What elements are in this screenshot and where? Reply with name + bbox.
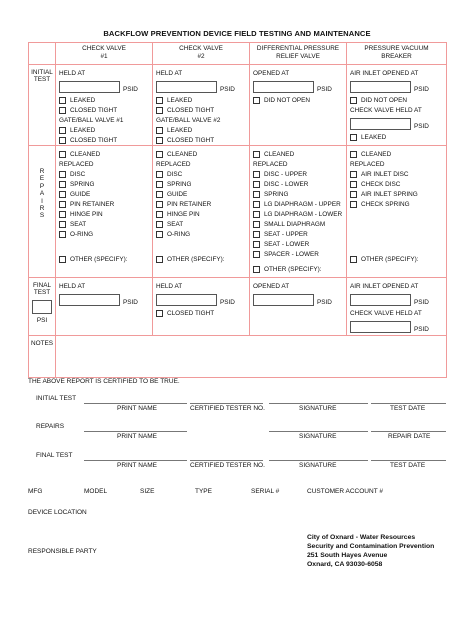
check-valve-held-label: CHECK VALVE HELD AT [350,106,422,114]
size-label: SIZE [140,488,155,495]
initial-pvb-cell [347,65,447,146]
closed-tight-label: CLOSED TIGHT [70,136,118,144]
replaced-label: REPLACED [59,160,94,168]
col-header-check-valve-1: CHECK VALVE #1 [56,43,153,65]
certified-tester-label: CERTIFIED TESTER NO. [190,462,265,469]
row-label-initial-test: INITIAL TEST [29,65,56,146]
agency-address [307,533,434,569]
pvb-check-spring-checkbox[interactable] [350,201,357,208]
rp-lg-diaphragm-upper-checkbox[interactable] [253,201,260,208]
part-label: HINGE PIN [167,210,200,218]
opened-at-label: OPENED AT [253,282,290,290]
serial-label: SERIAL # [251,488,280,495]
customer-account-label: CUSTOMER ACCOUNT # [307,488,383,495]
other-label: OTHER (SPECIFY): [264,265,322,273]
print-name-label: PRINT NAME [117,405,157,412]
other-label: OTHER (SPECIFY): [167,255,225,263]
test-date-label: TEST DATE [390,405,426,412]
initial-rp-did-not-open-checkbox[interactable] [253,97,260,104]
col-header-pvb: PRESSURE VACUUM BREAKER [347,43,447,65]
part-label: HINGE PIN [70,210,103,218]
psid-label: PSID [317,86,332,93]
closed-tight-label: CLOSED TIGHT [167,309,215,317]
agency-name: City of Oxnard - Water Resources [307,534,416,541]
part-label: SMALL DIAPHRAGM [264,220,326,228]
psid-label: PSID [414,326,429,333]
leaked-label: LEAKED [70,126,96,134]
certification-statement: THE ABOVE REPORT IS CERTIFIED TO BE TRUE. [28,378,180,385]
part-label: SEAT - LOWER [264,240,310,248]
initial-cv2-leaked-checkbox[interactable] [156,97,163,104]
air-inlet-label: AIR INLET OPENED AT [350,69,419,77]
final-print-name-line[interactable] [84,460,187,461]
psi-label: PSI [36,317,48,324]
rp-other-checkbox[interactable] [253,266,260,273]
initial-cv2-closed-tight-checkbox[interactable] [156,107,163,114]
psid-label: PSID [220,299,235,306]
pvb-cleaned-checkbox[interactable] [350,151,357,158]
cv2-disc-checkbox[interactable] [156,171,163,178]
pvb-air-inlet-spring-checkbox[interactable] [350,191,357,198]
agency-city: Oxnard, CA 93030-6058 [307,561,383,568]
cv2-seat-checkbox[interactable] [156,221,163,228]
cv2-spring-checkbox[interactable] [156,181,163,188]
type-label: TYPE [195,488,212,495]
air-inlet-label: AIR INLET OPENED AT [350,282,419,290]
psid-label: PSID [414,123,429,130]
did-not-open-label: DID NOT OPEN [264,96,311,104]
cv1-seat-checkbox[interactable] [59,221,66,228]
leaked-label: LEAKED [361,133,387,141]
test-grid [28,42,447,378]
check-valve-held-label: CHECK VALVE HELD AT [350,309,422,317]
gate2-leaked-checkbox[interactable] [156,127,163,134]
cv2-guide-checkbox[interactable] [156,191,163,198]
part-label: SEAT [70,220,87,228]
repairs-pvb-cell [347,146,447,278]
final-pvb-cell [347,278,447,336]
part-label: PIN RETAINER [70,200,115,208]
part-label: SPACER - LOWER [264,250,319,258]
cv2-pin-retainer-checkbox[interactable] [156,201,163,208]
pvb-other-checkbox[interactable] [350,256,357,263]
part-label: SEAT - UPPER [264,230,308,238]
row-label-repairs: R E P A I R S [29,146,56,278]
cleaned-label: CLEANED [361,150,392,158]
final-cv2-closed-tight-checkbox[interactable] [156,310,163,317]
final-cv1-cell [56,278,153,336]
part-label: SPRING [70,180,95,188]
header-corner [29,43,56,65]
final-pvb-check-held-input[interactable] [350,321,411,333]
signature-label: SIGNATURE [299,405,337,412]
other-label: OTHER (SPECIFY): [70,255,128,263]
cv1-guide-checkbox[interactable] [59,191,66,198]
leaked-label: LEAKED [167,96,193,104]
device-location-label: DEVICE LOCATION [28,509,87,516]
part-label: DISC [167,170,183,178]
initial-pvb-check-held-input[interactable] [350,118,411,130]
rp-disc-lower-checkbox[interactable] [253,181,260,188]
final-test-label: FINAL TEST [36,452,73,459]
cleaned-label: CLEANED [70,150,101,158]
cv1-disc-checkbox[interactable] [59,171,66,178]
part-label: DISC [70,170,86,178]
final-rp-cell [250,278,347,336]
part-label: AIR INLET SPRING [361,190,418,198]
repairs-date-line[interactable] [371,431,446,432]
replaced-label: REPLACED [156,160,191,168]
part-label: O-RING [167,230,191,238]
print-name-label: PRINT NAME [117,433,157,440]
part-label: SPRING [167,180,192,188]
cv1-other-checkbox[interactable] [59,256,66,263]
part-label: AIR INLET DISC [361,170,409,178]
repairs-cv1-cell [56,146,153,278]
cleaned-label: CLEANED [167,150,198,158]
psid-label: PSID [220,86,235,93]
initial-print-name-line[interactable] [84,403,187,404]
psid-label: PSID [414,86,429,93]
psid-label: PSID [317,299,332,306]
psid-label: PSID [123,299,138,306]
certified-tester-label: CERTIFIED TESTER NO. [190,405,265,412]
initial-pvb-air-inlet-input[interactable] [350,81,411,93]
replaced-label: REPLACED [350,160,385,168]
held-at-label: HELD AT [59,69,86,77]
did-not-open-label: DID NOT OPEN [361,96,408,104]
part-label: SEAT [167,220,184,228]
part-label: LG DIAPHRAGM - UPPER [264,200,341,208]
initial-pvb-leaked-checkbox[interactable] [350,134,357,141]
rp-small-diaphragm-checkbox[interactable] [253,221,260,228]
cv1-cleaned-checkbox[interactable] [59,151,66,158]
initial-rp-cell [250,65,347,146]
part-label: CHECK DISC [361,180,401,188]
psid-label: PSID [123,86,138,93]
rp-seat-upper-checkbox[interactable] [253,231,260,238]
initial-tester-no-line[interactable] [190,403,263,404]
col-header-check-valve-2: CHECK VALVE #2 [153,43,250,65]
closed-tight-label: CLOSED TIGHT [70,106,118,114]
part-label: DISC - UPPER [264,170,307,178]
final-date-line[interactable] [371,460,446,461]
repairs-rp-cell [250,146,347,278]
gate2-closed-tight-checkbox[interactable] [156,137,163,144]
opened-at-label: OPENED AT [253,69,290,77]
cleaned-label: CLEANED [264,150,295,158]
final-pvb-air-inlet-input[interactable] [350,294,411,306]
cv1-hinge-pin-checkbox[interactable] [59,211,66,218]
initial-cv2-cell [153,65,250,146]
part-label: CHECK SPRING [361,200,410,208]
pvb-air-inlet-disc-checkbox[interactable] [350,171,357,178]
initial-cv1-leaked-checkbox[interactable] [59,97,66,104]
rp-seat-lower-checkbox[interactable] [253,241,260,248]
initial-cv1-cell [56,65,153,146]
row-label-notes: NOTES [29,336,56,378]
part-label: O-RING [70,230,94,238]
part-label: LG DIAPHRAGM - LOWER [264,210,343,218]
initial-rp-opened-at-input[interactable] [253,81,314,93]
form-title: BACKFLOW PREVENTION DEVICE FIELD TESTING AND MAINTENANCE [103,29,371,38]
rp-lg-diaphragm-lower-checkbox[interactable] [253,211,260,218]
gate1-leaked-checkbox[interactable] [59,127,66,134]
gate-valve-label: GATE/BALL VALVE #1 [59,116,124,124]
cv1-spring-checkbox[interactable] [59,181,66,188]
leaked-label: LEAKED [167,126,193,134]
header-row [29,43,447,65]
repair-date-label: REPAIR DATE [388,433,431,440]
final-cv2-cell [153,278,250,336]
initial-cv2-held-at-input[interactable] [156,81,217,93]
rp-spacer-lower-checkbox[interactable] [253,251,260,258]
cv2-o-ring-checkbox[interactable] [156,231,163,238]
repairs-print-name-line[interactable] [84,431,187,432]
repairs-label: REPAIRS [36,423,65,430]
part-label: DISC - LOWER [264,180,309,188]
model-label: MODEL [84,488,108,495]
final-signature-line[interactable] [269,460,368,461]
responsible-party-label: RESPONSIBLE PARTY [28,548,97,555]
final-cv2-held-at-input[interactable] [156,294,217,306]
print-name-label: PRINT NAME [117,462,157,469]
rp-spring-checkbox[interactable] [253,191,260,198]
other-label: OTHER (SPECIFY): [361,255,419,263]
initial-test-row [29,65,447,146]
rp-disc-upper-checkbox[interactable] [253,171,260,178]
closed-tight-label: CLOSED TIGHT [167,136,215,144]
part-label: GUIDE [167,190,188,198]
part-label: SPRING [264,190,289,198]
initial-test-label: INITIAL TEST [36,395,77,402]
leaked-label: LEAKED [70,96,96,104]
initial-signature-line[interactable] [269,403,368,404]
gate-valve-label: GATE/BALL VALVE #2 [156,116,221,124]
final-test-row [29,278,447,336]
col-header-rp-valve: DIFFERENTIAL PRESSURE RELIEF VALVE [250,43,347,65]
closed-tight-label: CLOSED TIGHT [167,106,215,114]
held-at-label: HELD AT [156,69,183,77]
part-label: PIN RETAINER [167,200,212,208]
signature-label: SIGNATURE [299,462,337,469]
part-label: GUIDE [70,190,91,198]
repairs-cv2-cell [153,146,250,278]
cv1-o-ring-checkbox[interactable] [59,231,66,238]
row-label-final-test: FINAL TEST PSI [29,278,56,336]
signature-label: SIGNATURE [299,433,337,440]
final-cv1-held-at-input[interactable] [59,294,120,306]
cv2-other-checkbox[interactable] [156,256,163,263]
test-date-label: TEST DATE [390,462,426,469]
initial-pvb-did-not-open-checkbox[interactable] [350,97,357,104]
agency-street: 251 South Hayes Avenue [307,552,388,559]
initial-cv1-closed-tight-checkbox[interactable] [59,107,66,114]
notes-row [29,336,447,378]
notes-field[interactable] [56,336,447,378]
final-rp-opened-at-input[interactable] [253,294,314,306]
gate1-closed-tight-checkbox[interactable] [59,137,66,144]
initial-date-line[interactable] [371,403,446,404]
held-at-label: HELD AT [59,282,86,290]
agency-division: Security and Contamination Prevention [307,543,435,550]
held-at-label: HELD AT [156,282,183,290]
repairs-signature-line[interactable] [269,431,368,432]
final-tester-no-line[interactable] [190,460,263,461]
repairs-row [29,146,447,278]
cv2-hinge-pin-checkbox[interactable] [156,211,163,218]
replaced-label: REPLACED [253,160,288,168]
pvb-check-disc-checkbox[interactable] [350,181,357,188]
mfg-label: MFG [28,488,43,495]
initial-cv1-held-at-input[interactable] [59,81,120,93]
cv2-cleaned-checkbox[interactable] [156,151,163,158]
final-psi-input[interactable] [32,300,52,314]
psid-label: PSID [414,299,429,306]
cv1-pin-retainer-checkbox[interactable] [59,201,66,208]
rp-cleaned-checkbox[interactable] [253,151,260,158]
